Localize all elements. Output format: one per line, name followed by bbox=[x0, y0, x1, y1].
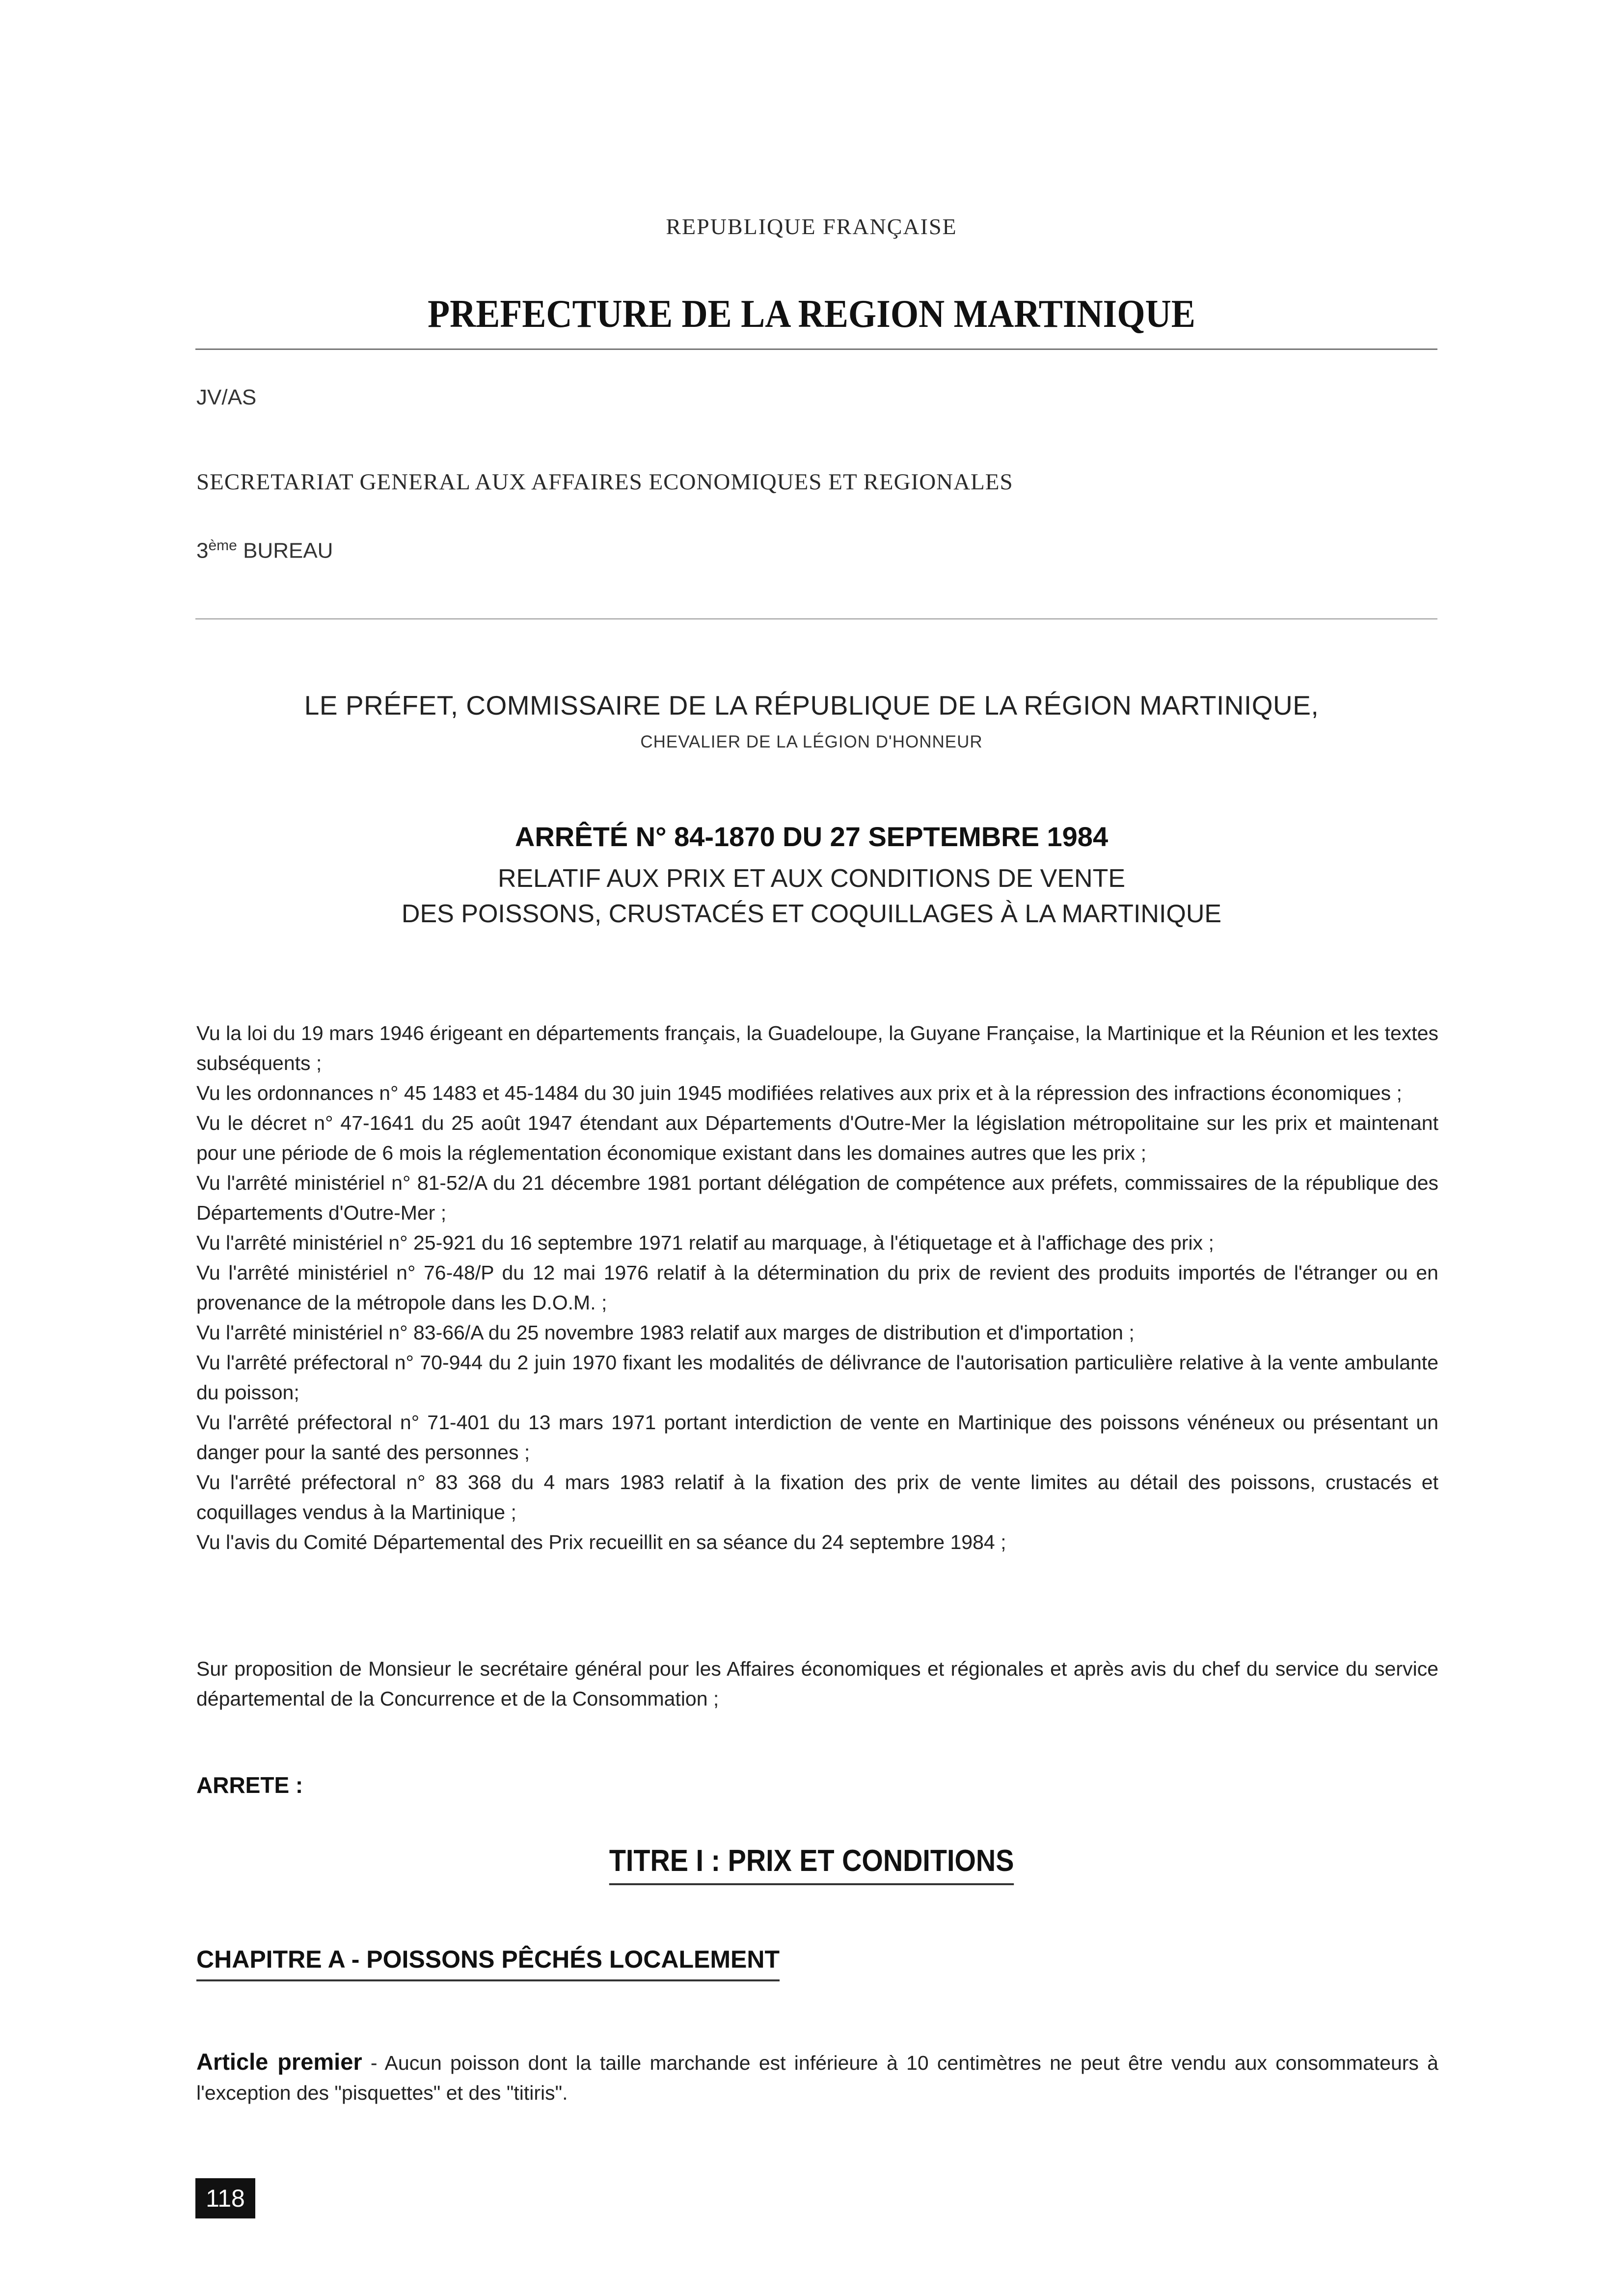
proposition-paragraph: Sur proposition de Monsieur le secrétaire général pour les Affaires économiques et régionales et après avis du chef du service du service départemental de la Concurrence et de la Consommation ; bbox=[196, 1657, 1438, 1710]
article-text: - Aucun poisson dont la taille marchande est inférieure à 10 centimètres ne peut être vendu aux consommateurs à l'exception des "pisquettes" et des "titiris". bbox=[196, 2052, 1438, 2104]
bureau-ordinal: ème bbox=[208, 537, 237, 554]
arrete-subtitle-1: RELATIF AUX PRIX ET AUX CONDITIONS DE VENTE bbox=[497, 864, 1126, 893]
prefecture-title: PREFECTURE DE LA REGION MARTINIQUE bbox=[428, 293, 1195, 336]
chapitre-text: CHAPITRE A - POISSONS PÊCHÉS LOCALEMENT bbox=[196, 1945, 780, 1981]
reference-code: JV/AS bbox=[196, 385, 257, 409]
chevalier-line: CHEVALIER DE LA LÉGION D'HONNEUR bbox=[640, 732, 983, 751]
visa-item: Vu l'arrêté préfectoral n° 70-944 du 2 juin 1970 fixant les modalités de délivrance de l'autorisation particulière relative à la vente ambulante du poisson; bbox=[196, 1351, 1438, 1404]
bureau-number: 3 bbox=[196, 538, 209, 563]
prefet-heading: LE PRÉFET, COMMISSAIRE DE LA RÉPUBLIQUE DE LA RÉGION MARTINIQUE, bbox=[304, 690, 1319, 721]
visa-item: Vu l'arrêté ministériel n° 81-52/A du 21 décembre 1981 portant délégation de compétence aux préfets, commissaires de la république des Départements d'Outre-Mer ; bbox=[196, 1172, 1438, 1224]
visa-item: Vu les ordonnances n° 45 1483 et 45-1484 du 30 juin 1945 modifiées relatives aux prix et à la répression des infractions économiques ; bbox=[196, 1082, 1402, 1104]
secretariat-line: SECRETARIAT GENERAL AUX AFFAIRES ECONOMIQUES ET REGIONALES bbox=[196, 469, 1013, 495]
visa-item: Vu le décret n° 47-1641 du 25 août 1947 étendant aux Départements d'Outre-Mer la législation métropolitaine sur les prix et maintenant pour une période de 6 mois la réglementation économique existant dans les domaines autres que les prix ; bbox=[196, 1112, 1438, 1164]
visa-item: Vu l'arrêté ministériel n° 83-66/A du 25 novembre 1983 relatif aux marges de distribution et d'importation ; bbox=[196, 1321, 1135, 1344]
republique-heading: REPUBLIQUE FRANÇAISE bbox=[666, 214, 957, 239]
chapitre-heading bbox=[196, 1945, 780, 1981]
visa-item: Vu l'avis du Comité Départemental des Prix recueillit en sa séance du 24 septembre 1984 ; bbox=[196, 1531, 1006, 1553]
header-divider bbox=[195, 348, 1437, 350]
titre-heading bbox=[0, 1843, 1623, 1885]
bureau-line bbox=[196, 537, 333, 563]
titre-text: TITRE I : PRIX ET CONDITIONS bbox=[609, 1843, 1014, 1885]
page-number: 118 bbox=[195, 2178, 255, 2218]
visa-item: Vu l'arrêté préfectoral n° 83 368 du 4 mars 1983 relatif à la fixation des prix de vente limites au détail des poissons, crustacés et coquillages vendus à la Martinique ; bbox=[196, 1471, 1438, 1523]
visa-item: Vu l'arrêté ministériel n° 25-921 du 16 septembre 1971 relatif au marquage, à l'étiquetage et à l'affichage des prix ; bbox=[196, 1231, 1214, 1254]
visa-item: Vu la loi du 19 mars 1946 érigeant en départements français, la Guadeloupe, la Guyane Française, la Martinique et la Réunion et les textes subséquents ; bbox=[196, 1022, 1438, 1074]
arrete-subtitle-2: DES POISSONS, CRUSTACÉS ET COQUILLAGES À LA MARTINIQUE bbox=[401, 900, 1222, 928]
arrete-label: ARRETE : bbox=[196, 1772, 303, 1798]
visas-list bbox=[196, 1018, 1438, 1557]
visa-item: Vu l'arrêté ministériel n° 76-48/P du 12 mai 1976 relatif à la détermination du prix de revient des produits importés de l'étranger ou en provenance de la métropole dans les D.O.M. ; bbox=[196, 1261, 1438, 1314]
article-paragraph bbox=[196, 2047, 1438, 2108]
visa-item: Vu l'arrêté préfectoral n° 71-401 du 13 mars 1971 portant interdiction de vente en Martinique des poissons vénéneux ou présentant un danger pour la santé des personnes ; bbox=[196, 1411, 1438, 1464]
section-divider bbox=[195, 618, 1437, 619]
arrete-title: ARRÊTÉ N° 84-1870 DU 27 SEPTEMBRE 1984 bbox=[514, 821, 1109, 852]
bureau-label: BUREAU bbox=[237, 538, 333, 563]
article-label: Article premier bbox=[196, 2049, 362, 2075]
